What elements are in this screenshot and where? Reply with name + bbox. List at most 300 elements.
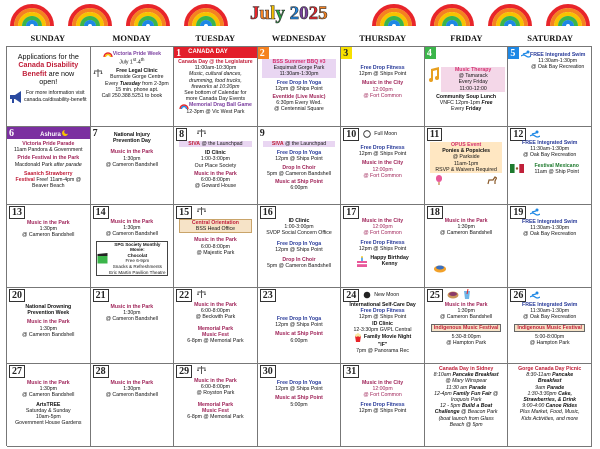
text: RSVP & Waivers Required [435, 166, 497, 173]
link-disability-benefit[interactable]: canada.ca/disability-benefit [23, 96, 87, 103]
cell-week1-mon [91, 47, 175, 127]
rainbow-icon [372, 2, 416, 26]
text: Canoe Rides [545, 403, 578, 410]
text: Indigenous Music Festival [433, 324, 499, 331]
text: fireworks at 10:20pm [191, 83, 240, 90]
text: Free 6-9pm [125, 258, 150, 264]
calendar-title [250, 2, 360, 26]
text: SIVA [188, 141, 201, 147]
text: 11am @ Ship Point [534, 168, 579, 175]
text: Family Movie Night [363, 334, 412, 341]
day-number: 17 [343, 206, 359, 219]
cell-week4-fri [425, 288, 509, 364]
text: @ Cameron Bandshell [105, 161, 158, 168]
text: Applications for the [17, 52, 79, 61]
text: Benefit [22, 68, 47, 78]
text: from 2-3pm [142, 80, 169, 87]
rainbow-icon [430, 2, 474, 26]
text: Memorial Drag Ball Game [188, 102, 252, 109]
text: 12pm @ Ships Point [275, 246, 323, 253]
text: Kids Activities, and more [521, 415, 578, 422]
text: Cake, [558, 390, 572, 397]
text: 1:30pm [457, 308, 475, 315]
text: 1:30pm [123, 386, 141, 393]
text: st [132, 57, 137, 63]
music-notes-icon [427, 67, 441, 83]
new-moon-icon [363, 291, 371, 299]
text: Music at Ship Point [275, 331, 323, 338]
crescent-moon-icon [62, 130, 68, 136]
text: 6:00-8:00pm [200, 243, 230, 250]
dayname-wednesday: WEDNESDAY [271, 33, 327, 43]
text: drumming, food trucks, [189, 77, 242, 84]
text: @ Fort Common [363, 172, 402, 179]
day-number: 8 [176, 128, 187, 141]
text: Music in the Park [110, 304, 154, 310]
day-number: 13 [9, 206, 25, 219]
rainbow-icon [184, 2, 228, 26]
text: 5pm @ Cameron Bandshell [267, 263, 331, 270]
cell-week1-sun [7, 47, 91, 127]
text: 6:30pm Every Wed. [276, 100, 322, 107]
text: are now [48, 68, 75, 78]
text: 1:30pm [457, 224, 475, 231]
cell-week4-tue [174, 288, 258, 364]
text: Central Orientation [191, 220, 239, 226]
text: Victoria Pride Parade [22, 141, 75, 147]
text: Drop In Choir [282, 257, 316, 264]
text: Festival Mexicano [534, 162, 579, 169]
calendar-grid [6, 46, 592, 446]
day-number: 30 [260, 365, 276, 378]
text: -4 [136, 59, 141, 66]
title-letter: u [259, 3, 271, 24]
cell-week1-thu [341, 47, 425, 127]
text: 1:30pm [123, 310, 141, 317]
text: Full Moon [374, 130, 398, 137]
text: 1:30pm [123, 155, 141, 162]
text: 6:00-8:00pm [200, 177, 230, 184]
text: Music in the Park [194, 378, 237, 384]
full-moon-icon [363, 130, 371, 138]
cell-week3-thu [341, 205, 425, 288]
text: 6-8pm @ Memorial Park [187, 414, 244, 421]
cell-week2-mon [91, 127, 175, 205]
text: Victoria Pride Week [112, 51, 161, 57]
text: Tuesday [119, 80, 141, 87]
scales-icon [196, 365, 207, 375]
text: 11:30am-1:30pm [279, 71, 319, 78]
text: 5:30-8:00pm [451, 333, 481, 340]
day-number: 16 [260, 206, 276, 219]
text: @ Majestic Park [196, 249, 235, 256]
text: Free [481, 100, 493, 107]
dayname-friday: FRIDAY [450, 33, 483, 43]
day-number: 14 [93, 206, 109, 219]
text: 1:00-3:00pm [284, 224, 314, 231]
text: Music in the Park [194, 237, 237, 244]
text: Music in the Park [110, 149, 154, 156]
scales-icon [196, 289, 207, 299]
text: @ Cameron Bandshell [439, 314, 493, 321]
text: Music Therapy [454, 67, 492, 73]
text: ID Clinic [372, 320, 393, 327]
dayname-saturday: SATURDAY [527, 33, 574, 43]
text: 12pm @ Ships Point [275, 386, 323, 393]
cell-week5-sun [7, 364, 91, 447]
cell-week3-mon [91, 205, 175, 288]
text: Challenge [434, 409, 460, 416]
text: 12pm @ Ships Point [358, 407, 407, 414]
text: @ Cameron Bandshell [105, 316, 158, 323]
dayname-sunday: SUNDAY [30, 33, 66, 43]
text: National Drowning [25, 304, 72, 310]
cell-week4-thu [341, 288, 425, 364]
day-number: 11 [427, 128, 442, 141]
text: Music in the City [361, 380, 404, 386]
text: Music in the City [361, 80, 404, 87]
dayname-monday: MONDAY [112, 33, 151, 43]
text: CANADA DAY [188, 49, 228, 55]
text: Family Fun Fair [453, 390, 492, 397]
rainbow-icon [179, 103, 189, 109]
text: @ Fort Common [363, 230, 402, 237]
cell-week3-sat [508, 205, 592, 288]
text: Ponies & Popsicles [442, 148, 491, 155]
text: Saturday & Sunday [25, 407, 71, 414]
text: National Injury [113, 132, 150, 138]
text: 7pm @ Panorama Rec [356, 348, 409, 355]
text: FREE Integrated Swim [530, 52, 586, 58]
text: Every [105, 80, 119, 87]
text: BSS Head Office [195, 226, 235, 233]
text: @ Fort Common [363, 92, 402, 99]
text: 6:00-8:00pm [200, 384, 230, 391]
text: Pancake Breakfast [452, 372, 499, 379]
text: Chocolat [127, 252, 148, 258]
text: 9:00-4:00 [522, 403, 545, 410]
text: Festival [15, 177, 35, 184]
text: after parade [53, 161, 82, 168]
mexico-flag-icon [510, 164, 524, 173]
text: 6:00-8:00pm [200, 308, 230, 315]
text: @ Cameron Bandshell [105, 231, 158, 238]
day-number: 28 [93, 365, 109, 378]
text: Gorge Canada Day Picnic [518, 366, 582, 372]
text: Pride Festival in the Park [17, 155, 80, 162]
pie-icon [447, 290, 459, 299]
text: Music in the Park [110, 219, 154, 225]
day-number: 3 [343, 48, 349, 59]
day-number: 31 [343, 365, 359, 378]
text: FREE Integrated Swim [522, 219, 578, 225]
text: @ Cameron Bandshell [105, 392, 158, 399]
text: SIVA [271, 141, 284, 147]
cell-week3-sun [7, 205, 91, 288]
text: Memorial Park [197, 401, 234, 408]
text: @ Cameron Bandshell [22, 232, 75, 239]
cell-week5-fri [425, 364, 509, 447]
text: Canada Day @ the Legislature [178, 59, 253, 65]
title-letter: y [275, 3, 285, 24]
text: @ Oak Bay Recreation [531, 64, 585, 71]
text: 1:30pm [39, 325, 57, 332]
text: 12-3pm @ Vic West Park [186, 108, 245, 115]
text: Canada Day in Sidney [439, 366, 494, 372]
text: Government House Gardens [15, 420, 82, 427]
day-number: 12 [510, 128, 526, 141]
cell-week5-tue [174, 364, 258, 447]
cell-week5-mon [91, 364, 175, 447]
text: Breakfast [537, 378, 562, 385]
cell-week2-wed [258, 127, 342, 205]
text: more Canada Day Events [185, 96, 246, 103]
rainbow-icon [103, 51, 113, 57]
cell-week5-sat [508, 364, 592, 447]
cell-week3-wed [258, 205, 342, 288]
text: @ Royston Park [196, 390, 235, 397]
swimmer-icon [530, 291, 540, 299]
text: Music in the City [361, 160, 404, 167]
text: th [140, 57, 145, 63]
text: @ [492, 390, 499, 397]
text: For more information visit [26, 90, 85, 97]
text: 1:30pm [123, 225, 141, 232]
text: 6-8pm @ Memorial Park [187, 338, 244, 345]
text: Music, cultural dances, [189, 71, 242, 78]
text: Free Drop In Yoga [276, 240, 322, 247]
text: @ Beacon Park [461, 409, 498, 416]
text: July 1 [119, 59, 133, 66]
text: 12pm @ Ships Point [358, 314, 407, 321]
text: 12pm @ Ships Point [275, 85, 323, 92]
text: @ Parkside [452, 154, 480, 161]
text: 11am Pandora & Government [14, 147, 83, 154]
text: (boat launch from Glass [438, 415, 494, 422]
text: Every [450, 106, 465, 113]
cell-week4-sat [508, 288, 592, 364]
text: 12-4pm [434, 390, 452, 397]
day-number: 20 [9, 289, 25, 302]
text: Free Drop In Yoga [276, 316, 322, 322]
cell-week4-wed [258, 288, 342, 364]
text: Iroquois Park [450, 397, 482, 404]
rainbow-icon [546, 2, 590, 26]
text: New Moon [374, 291, 400, 298]
cell-week4-sun [7, 288, 91, 364]
calendar-header [0, 0, 600, 30]
text: @ Cameron Bandshell [22, 331, 75, 338]
text: ID Clinic [288, 218, 310, 224]
day-number: 26 [510, 289, 526, 302]
text: 5:00pm [290, 401, 308, 408]
popsicle-icon [435, 175, 443, 185]
text: 1:00-3:00pm [200, 156, 230, 163]
text: 5pm @ Cameron Bandshell [267, 170, 331, 177]
text: Music in the Park [26, 380, 70, 386]
text: Music at Ship Point [275, 395, 323, 402]
rainbow-icon [68, 2, 112, 26]
text: Indigenous Music Festival [517, 324, 582, 331]
text: Macdonald Park [14, 161, 53, 168]
day-number: 7 [92, 128, 98, 139]
text: Music in the Park [26, 319, 70, 326]
text: Beaver Beach [31, 183, 65, 190]
text: 12:00pm [372, 166, 393, 173]
text: 11:30am-1:30pm [530, 146, 570, 153]
text: 12:00pm [372, 86, 393, 93]
text: Music in the Park [444, 218, 488, 224]
text: 11:30am-1:30pm [530, 308, 570, 315]
text: Free Drop Fitness [360, 65, 405, 71]
text: Call 250.388.5251 to book [101, 92, 163, 99]
cell-week2-fri [425, 127, 509, 205]
cell-week4-mon [91, 288, 175, 364]
text: Free Drop In Yoga [276, 150, 322, 157]
rainbow-icon [488, 2, 532, 26]
text: 12pm @ Ships Point [358, 151, 407, 158]
text: Strawberries, & Drink [523, 397, 577, 404]
dayname-thursday: THURSDAY [359, 33, 407, 43]
text: 9am [535, 384, 546, 391]
film-clapper-icon [97, 253, 108, 264]
scales-icon [93, 68, 103, 78]
day-number: 25 [427, 289, 443, 302]
text: Build a Boat [461, 403, 493, 410]
text: Every Friday [458, 79, 488, 86]
day-number: 6 [9, 128, 14, 139]
day-number: 5 [510, 48, 516, 59]
text: Parade [546, 384, 565, 391]
text: @ Hampton Park [446, 340, 487, 347]
text: Music Fest [202, 407, 229, 414]
text: See bottom of Calendar for [184, 90, 247, 97]
text: 12 - 5pm [440, 403, 461, 410]
text: open! [39, 77, 58, 87]
text: Saanich Strawberry [24, 170, 73, 177]
cell-week5-wed [258, 364, 342, 447]
text: OPUS Event [450, 142, 482, 148]
text: SPG Society Monthly Movie: [114, 241, 161, 253]
day-number: 2 [259, 48, 265, 59]
text: 6:00pm [290, 337, 308, 344]
cell-week1-sat [508, 47, 592, 127]
text: @ Cameron Bandshell [439, 230, 493, 237]
text: @ Oak Bay Recreation [523, 152, 577, 159]
text: 12pm @ Ships Point [358, 71, 407, 78]
text: @ Fort Common [363, 392, 402, 399]
text: @ Centennial Square [274, 106, 324, 113]
text: Pancake [552, 372, 574, 379]
day-number: 18 [427, 206, 443, 219]
text: International Self-Care Day [349, 302, 416, 308]
text: 12pm @ Ships Point [358, 245, 407, 252]
text: Music in the Park [110, 380, 154, 386]
title-letter: 2 [308, 3, 319, 24]
day-number: 24 [343, 289, 359, 302]
text: @ Beckwith Park [195, 314, 236, 321]
text: 12-3:30pm GVPL Central [353, 326, 412, 333]
title-letter: 2 [289, 3, 300, 24]
drink-icon [463, 289, 471, 299]
text: Community Soup Lunch [436, 93, 497, 100]
megaphone-icon [9, 90, 23, 104]
cell-week3-fri [425, 205, 509, 288]
text: @ the Launchpad [201, 141, 243, 147]
text: Free Drop In Yoga [276, 79, 322, 86]
text: Friday [465, 106, 482, 113]
text: Free Drop Fitness [360, 145, 405, 151]
text: Free Drop Fitness [360, 308, 405, 315]
cell-week1-fri [425, 47, 509, 127]
day-number: 23 [260, 289, 276, 302]
text: Happy Birthday [370, 255, 409, 262]
text: Free Drop Fitness [360, 401, 405, 408]
day-number: 21 [93, 289, 109, 302]
text: SVDP Social Concern Office [266, 230, 332, 237]
text: 15 min. phone apt. [115, 86, 159, 93]
text: @ Cameron Bandshell [22, 392, 75, 399]
text: Eric Martin Pavilion Theatre [109, 269, 166, 275]
text: @ Mary Winspear [445, 378, 487, 385]
text: 11am-1pm [453, 160, 479, 167]
text: BSS Summer BBQ #3 [272, 59, 326, 65]
text: 8:10am [433, 372, 451, 379]
dayname-tuesday: TUESDAY [195, 33, 236, 43]
text: Our Place Society [194, 162, 237, 169]
text: VNFC 12pm-1pm [439, 100, 481, 107]
text: Free Legal Clinic [116, 68, 158, 75]
text: Burnside Gorge Centre [110, 74, 164, 81]
text: Music in the Park [194, 170, 237, 177]
text: @ Oak Bay Recreation [523, 314, 577, 321]
title-letter: 0 [299, 3, 309, 24]
text: Ashura [40, 132, 61, 138]
title-letter: 5 [318, 3, 328, 24]
text: 1:30pm [39, 226, 57, 233]
text: 12:00pm [372, 224, 393, 231]
day-number: 1 [176, 48, 182, 59]
day-number: 22 [176, 289, 192, 302]
text: Plus Market, Food, Music, [519, 409, 580, 416]
cell-week2-sun [7, 127, 91, 205]
text: @ the Launchpad [285, 141, 327, 147]
text: 10am-5pm [35, 414, 61, 421]
text: "IF" [377, 342, 388, 349]
text: 5:00-8:00pm [535, 333, 565, 340]
text: Beach @ 5pm [449, 421, 483, 428]
snack-icon [433, 263, 447, 273]
text: Kenny [381, 261, 398, 268]
text: FREE Integrated Swim [522, 140, 578, 146]
swimmer-icon [530, 130, 540, 138]
text: Snacks & Refreshments [112, 263, 162, 269]
day-names-row [6, 30, 592, 46]
cell-week3-tue [174, 205, 258, 288]
text: Music at Ship Point [275, 179, 323, 186]
text: Eventide (Live Music) [272, 94, 326, 101]
text: Canada Disability [18, 60, 79, 70]
rainbow-icon [10, 2, 54, 26]
birthday-cake-icon [356, 256, 368, 267]
popcorn-icon [354, 333, 362, 342]
text: 11:00-12:00 [459, 85, 487, 92]
day-number: 15 [176, 206, 192, 219]
text: Memorial Park [197, 325, 234, 332]
text: ID Clinic [205, 150, 226, 157]
text: 11:30am-1:30pm [530, 225, 570, 232]
text: 1:30pm [39, 386, 57, 393]
